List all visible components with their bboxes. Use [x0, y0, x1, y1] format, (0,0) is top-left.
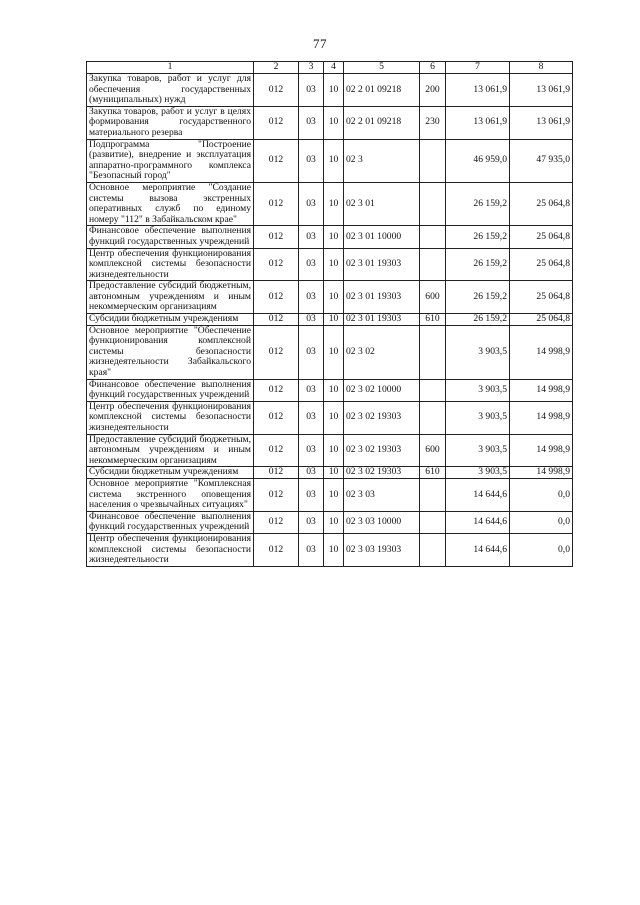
- row-subsection: 10: [324, 182, 344, 225]
- row-expense-type: [420, 533, 446, 566]
- row-target-article: 02 3 02 19303: [344, 401, 420, 434]
- header-cell: 2: [254, 62, 299, 74]
- row-name: Субсидии бюджетным учреждениям: [87, 314, 254, 326]
- table-row: [87, 325, 573, 379]
- table-row: [87, 248, 573, 281]
- table-row: [87, 106, 573, 139]
- row-admin-code: 012: [254, 467, 299, 479]
- row-subsection: 10: [324, 314, 344, 326]
- row-amount-year-2: 47 935,0: [510, 139, 573, 182]
- table-row: [87, 467, 573, 479]
- row-subsection: 10: [324, 248, 344, 281]
- table-row: [87, 314, 573, 326]
- row-expense-type: [420, 478, 446, 511]
- row-subsection: 10: [324, 478, 344, 511]
- row-amount-year-2: 25 064,8: [510, 226, 573, 248]
- row-expense-type: 200: [420, 74, 446, 107]
- row-admin-code: 012: [254, 182, 299, 225]
- row-amount-year-1: 3 903,5: [446, 467, 510, 479]
- row-amount-year-1: 14 644,6: [446, 478, 510, 511]
- row-expense-type: [420, 182, 446, 225]
- row-amount-year-1: 26 159,2: [446, 314, 510, 326]
- row-amount-year-1: 14 644,6: [446, 533, 510, 566]
- row-amount-year-2: 0,0: [510, 511, 573, 533]
- row-section: 03: [299, 401, 324, 434]
- row-amount-year-2: 14 998,9: [510, 325, 573, 379]
- row-name: Подпрограмма "Построение (развитие), внедрение и эксплуатация аппаратно-программного комплекса "Безопасный город": [87, 139, 254, 182]
- header-cell: 7: [446, 62, 510, 74]
- row-expense-type: [420, 511, 446, 533]
- row-amount-year-2: 14 998,9: [510, 434, 573, 467]
- row-amount-year-1: 3 903,5: [446, 379, 510, 401]
- row-admin-code: 012: [254, 74, 299, 107]
- row-target-article: 02 3 01 10000: [344, 226, 420, 248]
- table-row: [87, 533, 573, 566]
- row-admin-code: 012: [254, 401, 299, 434]
- header-cell: 4: [324, 62, 344, 74]
- row-target-article: 02 3 03 10000: [344, 511, 420, 533]
- row-target-article: 02 3 01: [344, 182, 420, 225]
- header-row: [87, 62, 573, 74]
- row-name: Основное мероприятие "Комплексная система экстренного оповещения населения о чрезвычайных ситуациях": [87, 478, 254, 511]
- row-target-article: 02 3 02 10000: [344, 379, 420, 401]
- row-target-article: 02 3 03: [344, 478, 420, 511]
- row-subsection: 10: [324, 533, 344, 566]
- row-admin-code: 012: [254, 139, 299, 182]
- row-target-article: 02 2 01 09218: [344, 106, 420, 139]
- table-row: [87, 478, 573, 511]
- row-name: Предоставление субсидий бюджетным, автономным учреждениям и иным некоммерческим организациям: [87, 281, 254, 314]
- row-target-article: 02 3 01 19303: [344, 314, 420, 326]
- row-amount-year-1: 14 644,6: [446, 511, 510, 533]
- row-section: 03: [299, 182, 324, 225]
- row-target-article: 02 3 02 19303: [344, 467, 420, 479]
- row-subsection: 10: [324, 74, 344, 107]
- row-expense-type: 600: [420, 281, 446, 314]
- row-section: 03: [299, 325, 324, 379]
- header-cell: 1: [87, 62, 254, 74]
- row-amount-year-2: 14 998,9: [510, 467, 573, 479]
- row-name: Основное мероприятие "Создание системы вызова экстренных оперативных служб по единому номеру "112" в Забайкальском крае": [87, 182, 254, 225]
- row-target-article: 02 3: [344, 139, 420, 182]
- row-amount-year-1: 13 061,9: [446, 74, 510, 107]
- row-amount-year-2: 25 064,8: [510, 281, 573, 314]
- row-amount-year-1: 26 159,2: [446, 182, 510, 225]
- table-row: [87, 401, 573, 434]
- row-name: Закупка товаров, работ и услуг для обеспечения государственных (муниципальных) нужд: [87, 74, 254, 107]
- row-subsection: 10: [324, 511, 344, 533]
- row-amount-year-1: 46 959,0: [446, 139, 510, 182]
- row-admin-code: 012: [254, 533, 299, 566]
- row-section: 03: [299, 478, 324, 511]
- header-cell: 3: [299, 62, 324, 74]
- row-amount-year-1: 26 159,2: [446, 248, 510, 281]
- row-amount-year-1: 3 903,5: [446, 434, 510, 467]
- row-amount-year-1: 13 061,9: [446, 106, 510, 139]
- header-cell: 8: [510, 62, 573, 74]
- row-admin-code: 012: [254, 379, 299, 401]
- row-admin-code: 012: [254, 478, 299, 511]
- header-cell: 6: [420, 62, 446, 74]
- table-row: [87, 511, 573, 533]
- row-name: Центр обеспечения функционирования комплексной системы безопасности жизнедеятельности: [87, 248, 254, 281]
- row-amount-year-2: 0,0: [510, 533, 573, 566]
- row-amount-year-2: 13 061,9: [510, 74, 573, 107]
- row-amount-year-2: 0,0: [510, 478, 573, 511]
- row-section: 03: [299, 533, 324, 566]
- table-row: [87, 182, 573, 225]
- row-target-article: 02 3 02 19303: [344, 434, 420, 467]
- row-name: Предоставление субсидий бюджетным, автономным учреждениям и иным некоммерческим организациям: [87, 434, 254, 467]
- row-section: 03: [299, 281, 324, 314]
- row-subsection: 10: [324, 281, 344, 314]
- row-expense-type: 600: [420, 434, 446, 467]
- row-subsection: 10: [324, 226, 344, 248]
- row-name: Финансовое обеспечение выполнения функций государственных учреждений: [87, 379, 254, 401]
- row-amount-year-2: 13 061,9: [510, 106, 573, 139]
- row-section: 03: [299, 248, 324, 281]
- row-subsection: 10: [324, 379, 344, 401]
- header-cell: 5: [344, 62, 420, 74]
- row-amount-year-2: 14 998,9: [510, 401, 573, 434]
- row-expense-type: [420, 139, 446, 182]
- row-section: 03: [299, 511, 324, 533]
- row-name: Основное мероприятие "Обеспечение функционирования комплексной системы безопасности жизнедеятельности Забайкальского края": [87, 325, 254, 379]
- table-row: [87, 226, 573, 248]
- row-section: 03: [299, 74, 324, 107]
- row-subsection: 10: [324, 325, 344, 379]
- row-name: Финансовое обеспечение выполнения функций государственных учреждений: [87, 511, 254, 533]
- table-row: [87, 434, 573, 467]
- row-expense-type: [420, 379, 446, 401]
- page-number: 77: [313, 36, 327, 51]
- row-amount-year-1: 3 903,5: [446, 401, 510, 434]
- row-section: 03: [299, 379, 324, 401]
- row-section: 03: [299, 314, 324, 326]
- row-expense-type: 610: [420, 467, 446, 479]
- row-target-article: 02 3 01 19303: [344, 248, 420, 281]
- row-amount-year-1: 26 159,2: [446, 226, 510, 248]
- row-amount-year-2: 25 064,8: [510, 248, 573, 281]
- row-expense-type: 230: [420, 106, 446, 139]
- row-admin-code: 012: [254, 248, 299, 281]
- table-row: [87, 379, 573, 401]
- row-target-article: 02 2 01 09218: [344, 74, 420, 107]
- row-name: Центр обеспечения функционирования комплексной системы безопасности жизнедеятельности: [87, 401, 254, 434]
- row-expense-type: 610: [420, 314, 446, 326]
- row-expense-type: [420, 325, 446, 379]
- row-target-article: 02 3 03 19303: [344, 533, 420, 566]
- row-name: Центр обеспечения функционирования комплексной системы безопасности жизнедеятельности: [87, 533, 254, 566]
- row-expense-type: [420, 226, 446, 248]
- row-name: Субсидии бюджетным учреждениям: [87, 467, 254, 479]
- row-expense-type: [420, 248, 446, 281]
- row-admin-code: 012: [254, 434, 299, 467]
- row-admin-code: 012: [254, 511, 299, 533]
- row-subsection: 10: [324, 106, 344, 139]
- row-amount-year-1: 26 159,2: [446, 281, 510, 314]
- row-section: 03: [299, 226, 324, 248]
- row-amount-year-2: 25 064,8: [510, 314, 573, 326]
- table-row: [87, 139, 573, 182]
- row-amount-year-1: 3 903,5: [446, 325, 510, 379]
- row-admin-code: 012: [254, 325, 299, 379]
- table-row: [87, 74, 573, 107]
- row-admin-code: 012: [254, 226, 299, 248]
- row-admin-code: 012: [254, 106, 299, 139]
- row-section: 03: [299, 106, 324, 139]
- row-target-article: 02 3 01 19303: [344, 281, 420, 314]
- row-admin-code: 012: [254, 314, 299, 326]
- row-section: 03: [299, 434, 324, 467]
- row-amount-year-2: 25 064,8: [510, 182, 573, 225]
- row-admin-code: 012: [254, 281, 299, 314]
- row-target-article: 02 3 02: [344, 325, 420, 379]
- row-subsection: 10: [324, 139, 344, 182]
- table-row: [87, 281, 573, 314]
- row-section: 03: [299, 139, 324, 182]
- row-name: Финансовое обеспечение выполнения функций государственных учреждений: [87, 226, 254, 248]
- row-subsection: 10: [324, 401, 344, 434]
- row-subsection: 10: [324, 467, 344, 479]
- row-amount-year-2: 14 998,9: [510, 379, 573, 401]
- row-section: 03: [299, 467, 324, 479]
- row-name: Закупка товаров, работ и услуг в целях формирования государственного материального резерва: [87, 106, 254, 139]
- row-expense-type: [420, 401, 446, 434]
- row-subsection: 10: [324, 434, 344, 467]
- budget-table: [86, 61, 573, 567]
